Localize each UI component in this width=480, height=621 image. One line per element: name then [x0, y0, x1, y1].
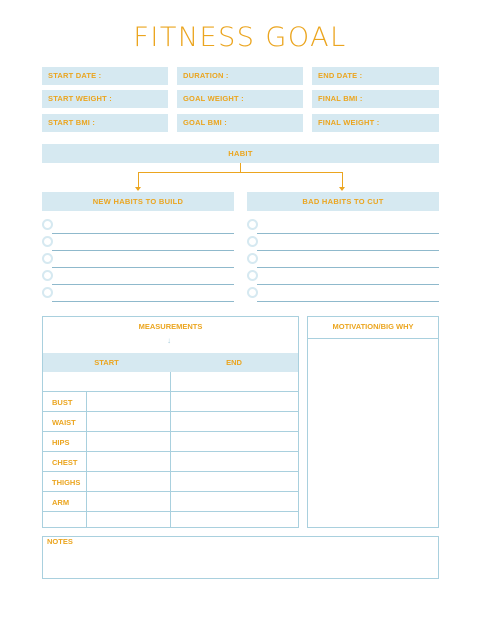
right-branch-line [342, 172, 343, 187]
start-date-field[interactable]: START DATE : [42, 67, 168, 85]
habit-line[interactable] [257, 301, 439, 302]
final-weight-field[interactable]: FINAL WEIGHT : [312, 114, 439, 132]
notes-label: NOTES [47, 537, 73, 546]
table-row-label: BUST [52, 398, 73, 407]
checkbox-icon[interactable] [247, 287, 258, 298]
new-habits-header: NEW HABITS TO BUILD [42, 192, 234, 211]
notes-box[interactable] [42, 536, 439, 579]
page-title: FITNESS GOAL [133, 22, 347, 53]
habit-line[interactable] [52, 301, 234, 302]
habit-line[interactable] [257, 250, 439, 251]
table-row-label: CHEST [52, 458, 78, 467]
table-row-label: HIPS [52, 438, 70, 447]
checkbox-icon[interactable] [42, 253, 53, 264]
habit-header: HABIT [42, 144, 439, 163]
checkbox-icon[interactable] [247, 236, 258, 247]
table-column-divider [86, 391, 87, 527]
table-row-label: WAIST [52, 418, 76, 427]
down-arrow-icon: ↓ [167, 336, 171, 345]
start-column-header: START [94, 358, 119, 367]
motivation-box[interactable] [307, 316, 439, 528]
motivation-divider [308, 338, 438, 339]
checkbox-icon[interactable] [247, 270, 258, 281]
left-arrow-icon [135, 187, 141, 191]
table-row-label: ARM [52, 498, 70, 507]
measurements-title: MEASUREMENTS [138, 322, 203, 331]
habit-line[interactable] [52, 267, 234, 268]
duration-field[interactable]: DURATION : [177, 67, 303, 85]
checkbox-icon[interactable] [247, 219, 258, 230]
start-weight-field[interactable]: START WEIGHT : [42, 90, 168, 108]
end-column-header: END [226, 358, 242, 367]
habit-line[interactable] [52, 233, 234, 234]
checkbox-icon[interactable] [42, 287, 53, 298]
final-bmi-field[interactable]: FINAL BMI : [312, 90, 439, 108]
habit-line[interactable] [257, 233, 439, 234]
checkbox-icon[interactable] [247, 253, 258, 264]
start-bmi-field[interactable]: START BMI : [42, 114, 168, 132]
habit-line[interactable] [52, 284, 234, 285]
habit-branch-line [138, 172, 343, 173]
end-date-field[interactable]: END DATE : [312, 67, 439, 85]
habit-line[interactable] [52, 250, 234, 251]
habit-line[interactable] [257, 267, 439, 268]
goal-bmi-field[interactable]: GOAL BMI : [177, 114, 303, 132]
habit-connector [240, 163, 241, 172]
table-row-label: THIGHS [52, 478, 81, 487]
motivation-title: MOTIVATION/BIG WHY [332, 322, 414, 331]
left-branch-line [138, 172, 139, 187]
table-column-divider [170, 372, 171, 527]
checkbox-icon[interactable] [42, 219, 53, 230]
right-arrow-icon [339, 187, 345, 191]
bad-habits-header: BAD HABITS TO CUT [247, 192, 439, 211]
checkbox-icon[interactable] [42, 236, 53, 247]
checkbox-icon[interactable] [42, 270, 53, 281]
goal-weight-field[interactable]: GOAL WEIGHT : [177, 90, 303, 108]
habit-line[interactable] [257, 284, 439, 285]
